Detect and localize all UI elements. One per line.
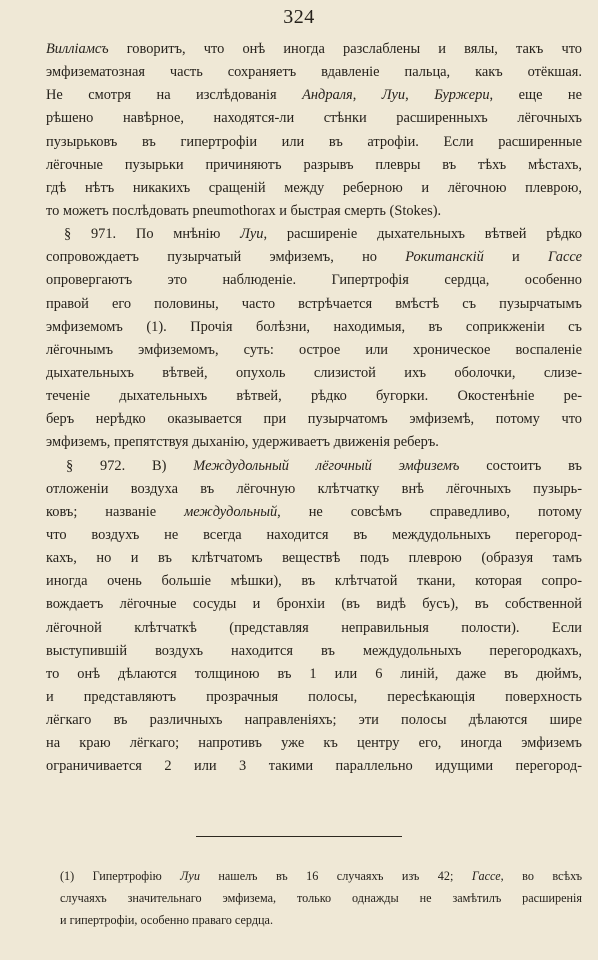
text-segment: , [405,87,435,104]
text-line [46,501,582,524]
page-number: 324 [283,6,315,28]
text-line [46,339,582,362]
text-segment: и представляютъ прозрачныя полосы, пересѣкающія поверхность [46,688,582,705]
italic-text: междудольный [184,503,278,520]
text-line [46,570,582,593]
text-line [46,61,582,84]
text-segment: и [483,249,548,266]
text-line [46,154,582,177]
text-segment: говоритъ, что онѣ иногда разслаблены и вялы, такъ что [108,41,582,57]
text-segment: , [352,87,382,104]
text-segment: лёгочной клѣтчаткѣ (представляя неправильныя полости). Если [46,619,582,636]
text-segment: Не смотря на изслѣдованія [46,87,303,104]
text-segment: § 972. В) [66,457,194,474]
text-segment: состоитъ въ [459,457,582,474]
text-segment: отложеніи воздуха въ лёгочную клѣтчатку внѣ лёгочныхъ пузырь- [46,480,582,497]
text-segment: вождаетъ лёгочные сосуды и бронхіи (въ видѣ бусъ), въ собственной [46,596,582,613]
text-segment: то онѣ дѣлаются толщиною въ 1 или 6 линій, даже въ дюймъ, [46,665,582,682]
text-segment: эмфиземомъ (1). Прочія болѣзни, находимыя, въ соприкженіи съ [46,318,582,335]
text-line [46,732,582,755]
text-segment: , расширеніе дыхательныхъ вѣтвей рѣдко [263,226,582,243]
text-line [46,709,582,732]
text-line [46,431,582,454]
text-line [46,269,582,292]
text-line [46,686,582,709]
text-line [46,455,582,478]
text-segment: лёгкаго въ различныхъ направленіяхъ; эти полосы дѣлаются шире [46,712,582,729]
text-segment: эмфизематозная часть сохраняетъ вдавленіе пальца, какъ отёкшая. [46,64,582,81]
main-text [46,38,582,779]
text-line [46,107,582,130]
text-segment: рѣшено навѣрное, находятся-ли стѣнки расширенныхъ лёгочныхъ [46,110,582,127]
text-segment: иногда очень большіе мѣшки), въ клѣтчатой ткани, которая сопро- [46,573,582,590]
text-segment: ограничивается 2 или 3 такими параллельно идущими перегород- [46,758,582,775]
text-segment: то можетъ послѣдовать pneumothorax и быстрая смерть (Stokes). [46,202,442,219]
text-segment: , не совсѣмъ справедливо, потому [277,503,582,520]
text-segment: пузырьковъ въ гипертрофіи или въ атрофіи. Если расширенные [46,133,582,150]
text-line [46,755,582,778]
text-line [46,478,582,501]
text-line [46,547,582,570]
text-segment: эмфиземъ, препятствуя дыханію, удерживаетъ движенія реберъ. [46,434,439,451]
italic-text: Луи [240,226,264,243]
text-line [46,84,582,107]
text-segment: , во всѣхъ [500,869,582,883]
text-segment: выступившій воздухъ находится въ междудольныхъ перегородкахъ, [46,642,582,659]
italic-text: Буржери [434,87,490,104]
text-segment: что воздухъ не всегда находится въ междудольныхъ перегород- [46,526,582,543]
text-line [46,223,582,246]
footnote [60,866,582,931]
text-line [46,362,582,385]
text-segment: нашелъ въ 16 случаяхъ изъ 42; [199,869,472,883]
footnote-line [60,888,582,910]
italic-text: Рокитанскій [405,249,484,266]
text-segment: лёгочнымъ эмфиземомъ, суть: острое или хроническое воспаленіе [46,341,582,358]
italic-text: Луи [381,87,406,104]
italic-text: Вилліамсъ [46,41,109,57]
footnote-line [60,910,582,932]
italic-text: Андраля [302,87,353,104]
text-segment: дыхательныхъ вѣтвей, опухоль слизистой ихъ оболочки, слизе- [46,364,582,381]
text-segment: кахъ, но и въ клѣтчатомъ веществѣ подъ плеврою (образуя тамъ [46,550,582,567]
text-line [46,200,582,223]
footnote-line [60,866,582,888]
text-segment: беръ нерѣдко оказывается при пузырчатомъ эмфиземѣ, потому что [46,411,582,428]
text-segment: случаяхъ значительнаго эмфизема, только однажды не замѣтилъ расширенія [60,890,582,905]
text-segment: правой его половины, часто встрѣчается вмѣстѣ съ пузырчатымъ [46,295,582,312]
text-segment: сопровождаетъ пузырчатый эмфиземъ, но [46,249,406,266]
text-line [46,38,582,61]
text-line [46,293,582,316]
text-segment: и гипертрофіи, особенно праваго сердца. [60,912,273,927]
text-segment: , еще не [489,87,582,104]
text-line [46,640,582,663]
italic-text: Луи [180,869,200,883]
text-line [46,524,582,547]
text-line [46,246,582,269]
text-segment: гдѣ нѣтъ никакихъ сращеній между реберною и лёгочною плеврою, [46,179,582,196]
text-line [46,408,582,431]
text-segment: (1) Гипертрофію [60,869,181,883]
text-line [46,177,582,200]
text-line [46,617,582,640]
text-line [46,385,582,408]
text-line [46,663,582,686]
text-line [46,593,582,616]
text-segment: ковъ; названіе [46,503,185,520]
text-segment: на краю лёгкаго; напротивъ уже къ центру его, иногда эмфиземъ [46,735,582,752]
text-segment: опровергаютъ это наблюденіе. Гипертрофія сердца, особенно [46,272,582,289]
text-segment: теченіе дыхательныхъ вѣтвей, рѣдко бугорки. Окостенѣніе ре- [46,388,582,405]
italic-text: Гассе [547,249,582,266]
text-line [46,131,582,154]
italic-text: Гассе [471,869,501,883]
text-line [46,316,582,339]
text-segment: лёгочные пузырьки причиняютъ разрывъ плевры въ тѣхъ мѣстахъ, [46,156,582,173]
footnote-separator [196,836,402,837]
text-segment: § 971. По мнѣнію [64,226,241,243]
italic-text: Междудольный лёгочный эмфиземъ [193,457,460,474]
